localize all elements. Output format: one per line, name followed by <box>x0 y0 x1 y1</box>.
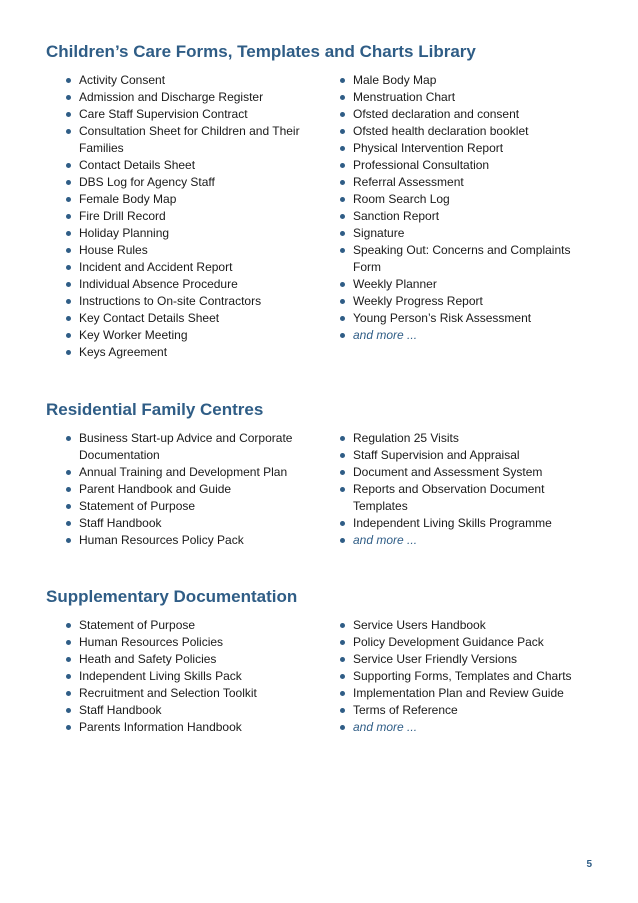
list-item <box>340 225 586 242</box>
bullet-icon <box>340 538 345 543</box>
list-item-label: House Rules <box>79 243 148 257</box>
list-item-label: Young Person’s Risk Assessment <box>353 311 532 325</box>
bullet-icon <box>66 231 71 236</box>
list-item-label: Referral Assessment <box>353 175 464 189</box>
list-item-label: Consultation Sheet for Children and Their Families <box>79 124 300 155</box>
bullet-icon <box>340 436 345 441</box>
list-item-label: Recruitment and Selection Toolkit <box>79 686 257 700</box>
list-item <box>340 208 586 225</box>
list-item <box>340 668 586 685</box>
section-supplementary-documentation <box>46 587 606 736</box>
bullet-icon <box>66 674 71 679</box>
bullet-icon <box>66 214 71 219</box>
list-item <box>66 225 328 242</box>
bullet-icon <box>66 78 71 83</box>
list-item <box>66 191 328 208</box>
list-item <box>340 464 586 481</box>
list-item <box>66 344 328 361</box>
list-item <box>66 634 328 651</box>
bullet-icon <box>340 112 345 117</box>
bullet-icon <box>340 95 345 100</box>
list-item-label: Care Staff Supervision Contract <box>79 107 248 121</box>
list-item-label: Signature <box>353 226 405 240</box>
bullet-icon <box>66 299 71 304</box>
bullet-icon <box>66 657 71 662</box>
list-item <box>66 293 328 310</box>
section-childrens-care-forms <box>46 42 606 361</box>
list-item <box>340 515 586 532</box>
list-item-label: Sanction Report <box>353 209 440 223</box>
list-item <box>66 123 328 157</box>
list-item <box>340 242 586 276</box>
list-item <box>66 464 328 481</box>
right-column-list <box>340 72 586 361</box>
bullet-icon <box>66 487 71 492</box>
bullet-icon <box>340 521 345 526</box>
list-item <box>340 685 586 702</box>
list-item <box>66 259 328 276</box>
list-item-label: Weekly Progress Report <box>353 294 483 308</box>
list-item-label: Service User Friendly Versions <box>353 652 518 666</box>
bullet-icon <box>340 180 345 185</box>
list-item <box>340 123 586 140</box>
bullet-icon <box>340 725 345 730</box>
list-item-label: Terms of Reference <box>353 703 458 717</box>
list-item-label: Female Body Map <box>79 192 177 206</box>
list-item-label: Policy Development Guidance Pack <box>353 635 544 649</box>
page-number: 5 <box>586 859 592 870</box>
list-item-label: Regulation 25 Visits <box>353 431 459 445</box>
bullet-icon <box>340 78 345 83</box>
list-item <box>340 702 586 719</box>
list-item-label: DBS Log for Agency Staff <box>79 175 215 189</box>
bullet-icon <box>66 180 71 185</box>
list-item <box>66 89 328 106</box>
bullet-icon <box>340 674 345 679</box>
and-more-label: and more ... <box>353 720 418 734</box>
list-item <box>66 242 328 259</box>
list-item <box>66 668 328 685</box>
bullet-icon <box>66 350 71 355</box>
bullet-icon <box>66 691 71 696</box>
bullet-icon <box>340 640 345 645</box>
list-item <box>340 106 586 123</box>
list-item-label: Admission and Discharge Register <box>79 90 264 104</box>
right-column-list <box>340 617 586 736</box>
list-item-label: Incident and Accident Report <box>79 260 233 274</box>
list-item-label: Ofsted declaration and consent <box>353 107 520 121</box>
list-item <box>66 651 328 668</box>
list-item <box>66 685 328 702</box>
list-item-label: Holiday Planning <box>79 226 170 240</box>
list-item <box>340 174 586 191</box>
left-column-list <box>66 430 328 549</box>
bullet-icon <box>340 282 345 287</box>
and-more-label: and more ... <box>353 533 418 547</box>
list-item <box>66 174 328 191</box>
bullet-icon <box>340 657 345 662</box>
bullet-icon <box>66 316 71 321</box>
list-item-label: Staff Handbook <box>79 516 162 530</box>
bullet-icon <box>66 623 71 628</box>
list-item <box>340 89 586 106</box>
bullet-icon <box>340 197 345 202</box>
list-item-label: Independent Living Skills Pack <box>79 669 242 683</box>
list-item <box>340 191 586 208</box>
list-item <box>66 106 328 123</box>
list-item <box>340 430 586 447</box>
list-item-label: Staff Supervision and Appraisal <box>353 448 520 462</box>
list-item <box>66 208 328 225</box>
list-item-label: Room Search Log <box>353 192 450 206</box>
list-item-label: Human Resources Policies <box>79 635 224 649</box>
list-item-label: Human Resources Policy Pack <box>79 533 244 547</box>
list-item <box>66 498 328 515</box>
bullet-icon <box>340 623 345 628</box>
bullet-icon <box>66 725 71 730</box>
list-item <box>340 634 586 651</box>
list-item-label: Staff Handbook <box>79 703 162 717</box>
list-item-label: Speaking Out: Concerns and Complaints Form <box>353 243 571 274</box>
list-item <box>340 72 586 89</box>
bullet-icon <box>66 333 71 338</box>
bullet-icon <box>340 316 345 321</box>
list-item-label: Contact Details Sheet <box>79 158 196 172</box>
list-item-label: Document and Assessment System <box>353 465 543 479</box>
bullet-icon <box>340 691 345 696</box>
list-item <box>340 447 586 464</box>
list-item <box>66 72 328 89</box>
list-item-label: Menstruation Chart <box>353 90 456 104</box>
bullet-icon <box>340 248 345 253</box>
bullet-icon <box>66 163 71 168</box>
section-title: Residential Family Centres <box>46 400 264 419</box>
list-item-label: Heath and Safety Policies <box>79 652 217 666</box>
list-item <box>340 293 586 310</box>
list-item-label: Weekly Planner <box>353 277 437 291</box>
bullet-icon <box>340 487 345 492</box>
bullet-icon <box>340 333 345 338</box>
list-item-label: Male Body Map <box>353 73 437 87</box>
list-item-label: Parent Handbook and Guide <box>79 482 232 496</box>
list-item <box>66 532 328 549</box>
bullet-icon <box>66 129 71 134</box>
bullet-icon <box>66 504 71 509</box>
list-item-label: Statement of Purpose <box>79 499 196 513</box>
list-item <box>66 327 328 344</box>
bullet-icon <box>66 282 71 287</box>
bullet-icon <box>66 436 71 441</box>
bullet-icon <box>66 708 71 713</box>
list-item-label: Statement of Purpose <box>79 618 196 632</box>
right-column-list <box>340 430 586 549</box>
and-more-item <box>340 719 586 736</box>
bullet-icon <box>66 265 71 270</box>
list-item <box>66 310 328 327</box>
list-item <box>66 719 328 736</box>
bullet-icon <box>340 129 345 134</box>
bullet-icon <box>66 521 71 526</box>
bullet-icon <box>340 214 345 219</box>
list-item-label: Business Start-up Advice and Corporate Documentation <box>79 431 293 462</box>
list-item-label: Key Worker Meeting <box>79 328 188 342</box>
left-column-list <box>66 72 328 361</box>
section-columns <box>46 617 606 736</box>
and-more-label: and more ... <box>353 328 418 342</box>
list-item <box>66 617 328 634</box>
bullet-icon <box>340 299 345 304</box>
bullet-icon <box>66 95 71 100</box>
list-item-label: Individual Absence Procedure <box>79 277 238 291</box>
list-item <box>340 481 586 515</box>
section-title: Supplementary Documentation <box>46 587 298 606</box>
and-more-item <box>340 327 586 344</box>
bullet-icon <box>66 470 71 475</box>
section-columns <box>46 430 606 549</box>
list-item-label: Fire Drill Record <box>79 209 166 223</box>
bullet-icon <box>340 453 345 458</box>
list-item <box>340 140 586 157</box>
section-title: Children’s Care Forms, Templates and Charts Library <box>46 42 476 61</box>
list-item <box>340 276 586 293</box>
bullet-icon <box>340 708 345 713</box>
list-item <box>66 157 328 174</box>
section-columns <box>46 72 606 361</box>
list-item-label: Implementation Plan and Review Guide <box>353 686 564 700</box>
list-item-label: Reports and Observation Document Templates <box>353 482 545 513</box>
bullet-icon <box>340 470 345 475</box>
list-item <box>340 651 586 668</box>
list-item-label: Supporting Forms, Templates and Charts <box>353 669 572 683</box>
list-item <box>340 617 586 634</box>
bullet-icon <box>66 640 71 645</box>
list-item-label: Key Contact Details Sheet <box>79 311 220 325</box>
list-item-label: Independent Living Skills Programme <box>353 516 552 530</box>
list-item-label: Parents Information Handbook <box>79 720 242 734</box>
list-item <box>66 430 328 464</box>
bullet-icon <box>66 112 71 117</box>
list-item <box>66 481 328 498</box>
bullet-icon <box>340 146 345 151</box>
list-item <box>66 515 328 532</box>
list-item-label: Professional Consultation <box>353 158 490 172</box>
list-item <box>340 157 586 174</box>
bullet-icon <box>66 248 71 253</box>
list-item-label: Keys Agreement <box>79 345 168 359</box>
left-column-list <box>66 617 328 736</box>
and-more-item <box>340 532 586 549</box>
bullet-icon <box>340 231 345 236</box>
list-item-label: Annual Training and Development Plan <box>79 465 288 479</box>
list-item-label: Service Users Handbook <box>353 618 486 632</box>
list-item-label: Instructions to On-site Contractors <box>79 294 262 308</box>
bullet-icon <box>66 197 71 202</box>
list-item <box>66 276 328 293</box>
list-item-label: Activity Consent <box>79 73 166 87</box>
bullet-icon <box>340 163 345 168</box>
list-item <box>66 702 328 719</box>
bullet-icon <box>66 538 71 543</box>
list-item <box>340 310 586 327</box>
list-item-label: Ofsted health declaration booklet <box>353 124 529 138</box>
list-item-label: Physical Intervention Report <box>353 141 504 155</box>
section-residential-family-centres <box>46 400 606 549</box>
